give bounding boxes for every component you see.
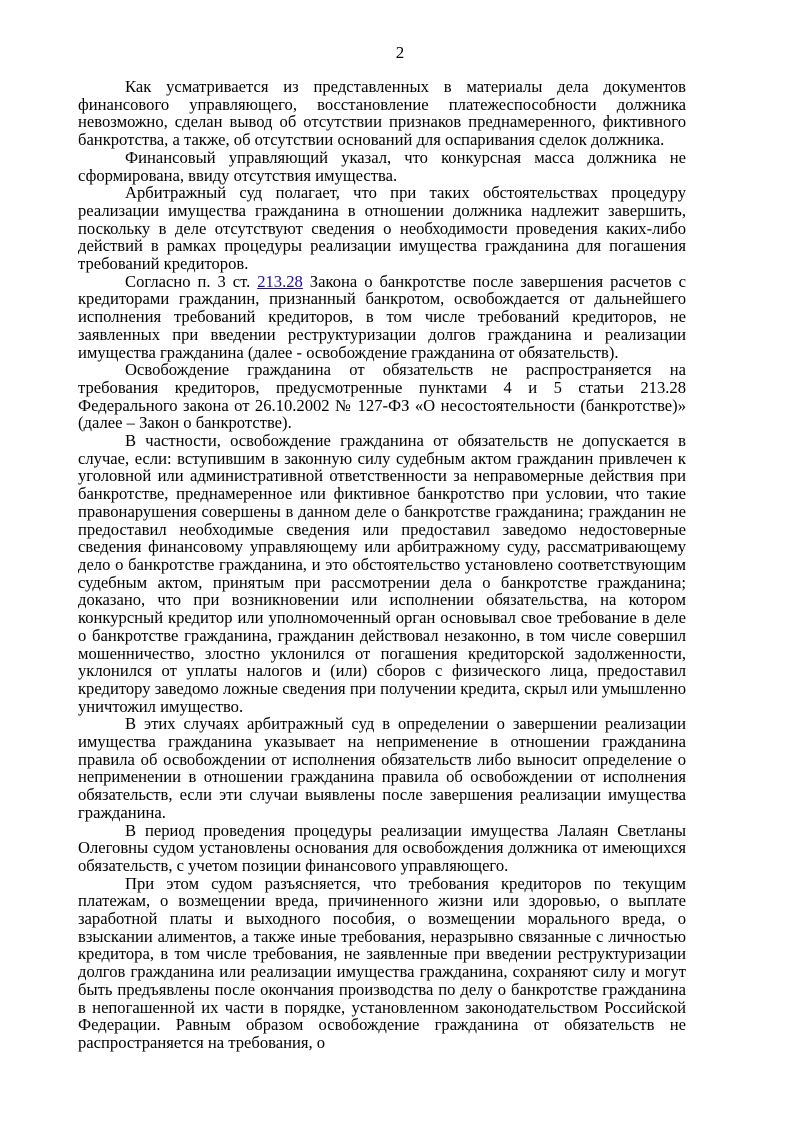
law-reference-text-before: Согласно п. 3 ст. bbox=[125, 271, 258, 291]
law-reference-text-after: Закона о банкротстве после завершения расчетов с кредиторами гражданин, признанный банкротом, освобождается от дальнейшего исполнения требований кредиторов, в том числе требований кредиторов, не заявленных при введении реструктуризации долгов гражданина и реализации имущества гражданина (далее - освобождение гражданина от обязательств). bbox=[78, 271, 686, 362]
paragraph-debtor-release: В период проведения процедуры реализации имущества Лалаян Светланы Олеговны судом установлены основания для освобождения должника от имеющихся обязательств, с учетом позиции финансового управляющего. bbox=[78, 820, 686, 875]
page-number: 2 bbox=[395, 43, 405, 62]
article-213-28-link[interactable]: 213.28 bbox=[257, 271, 303, 291]
paragraph-clarification: При этом судом разъясняется, что требования кредиторов по текущим платежам, о возмещении вреда, причиненного жизни или здоровью, о выплате заработной платы и выходного пособия, о возмещении морального вреда, о взыскании алиментов, а также иные требования, неразрывно связанные с личностью кредитора, в том числе требования, не заявленные при введении реструктуризации долгов гражданина или реализации имущества гражданина, сохраняют силу и могут быть предъявлены после окончания производства по делу о банкротстве гражданина в непогашенной их части в порядке, установленном законодательством Российской Федерации. Равным образом освобождение гражданина от обязательств не распространяется на требования, о bbox=[78, 873, 686, 1052]
paragraph-court-opinion: Арбитражный суд полагает, что при таких обстоятельствах процедуру реализации имущества гражданина в отношении должника надлежит завершить, поскольку в деле отсутствуют сведения о необходимости проведения каких-либо действий в рамках процедуры реализации имущества гражданина для погашения требований кредиторов. bbox=[78, 183, 686, 274]
paragraph-estate: Финансовый управляющий указал, что конкурсная масса должника не сформирована, ввиду отсутствия имущества. bbox=[78, 147, 686, 185]
document-body bbox=[78, 78, 686, 1052]
paragraph-law-reference bbox=[78, 273, 686, 362]
paragraph-court-determination: В этих случаях арбитражный суд в определении о завершении реализации имущества гражданина указывает на неприменение в отношении гражданина правила об освобождении от исполнения обязательств либо выносит определение о неприменении в отношении гражданина правила об освобождении от исполнения обязательств, если эти случаи выявлены после завершения реализации имущества гражданина. bbox=[78, 714, 686, 822]
paragraph-exemption-exceptions: В частности, освобождение гражданина от обязательств не допускается в случае, если: вступившим в законную силу судебным актом гражданин привлечен к уголовной или административной ответственности за неправомерные действия при банкротстве, преднамеренное или фиктивное банкротство при условии, что такие правонарушения совершены в данном деле о банкротстве гражданина; гражданин не предоставил необходимые сведения или предоставил заведомо недостоверные сведения финансовому управляющему или арбитражному суду, рассматривающему дело о банкротстве гражданина, и это обстоятельство установлено соответствующим судебным актом, принятым при рассмотрении дела о банкротстве гражданина; доказано, что при возникновении или исполнении обязательства, на котором конкурсный кредитор или уполномоченный орган основывал свое требование в деле о банкротстве гражданина, гражданин действовал незаконно, в том числе совершил мошенничество, злостно уклонился от погашения кредиторской задолженности, уклонился от уплаты налогов и (или) сборов с физического лица, предоставил кредитору заведомо ложные сведения при получении кредита, скрыл или умышленно уничтожил имущество. bbox=[78, 431, 686, 716]
paragraph-findings: Как усматривается из представленных в материалы дела документов финансового управляющего, восстановление платежеспособности должника невозможно, сделан вывод об отсутствии признаков преднамеренного, фиктивного банкротства, а также, об отсутствии оснований для оспаривания сделок должника. bbox=[78, 77, 686, 150]
paragraph-exemption-scope: Освобождение гражданина от обязательств не распространяется на требования кредиторов, предусмотренные пунктами 4 и 5 статьи 213.28 Федерального закона от 26.10.2002 № 127-ФЗ «О несостоятельности (банкротстве)» (далее – Закон о банкротстве). bbox=[78, 360, 686, 433]
